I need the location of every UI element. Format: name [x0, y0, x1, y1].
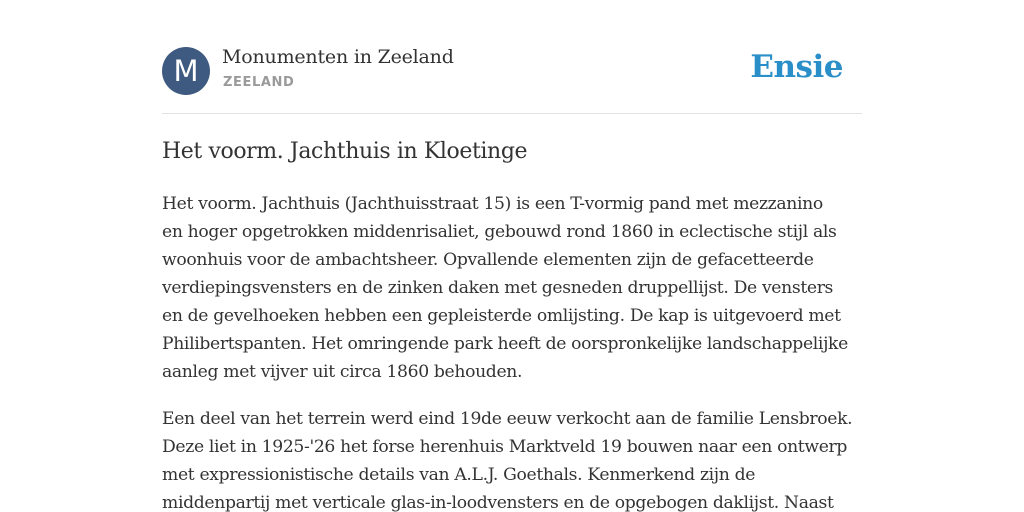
- paragraph-line: met expressionistische details van A.L.J. Goethals. Kenmerkend zijn de: [162, 465, 756, 485]
- category-label[interactable]: ZEELAND: [223, 75, 295, 90]
- paragraph-line: verdiepingsvensters en de zinken daken met gesneden druppellijst. De vensters: [162, 278, 834, 298]
- paragraph-line: Een deel van het terrein werd eind 19de eeuw verkocht aan de familie Lensbroek.: [162, 409, 853, 429]
- paragraph: [162, 190, 862, 386]
- article-body: [162, 190, 862, 512]
- avatar[interactable]: M: [162, 47, 210, 95]
- paragraph-line: Het voorm. Jachthuis (Jachthuisstraat 15) is een T-vormig pand met mezzanino: [162, 194, 823, 214]
- paragraph-line: Deze liet in 1925-'26 het forse herenhuis Marktveld 19 bouwen naar een ontwerp: [162, 437, 848, 457]
- publication-name[interactable]: Monumenten in Zeeland: [222, 46, 454, 68]
- paragraph-line: Philibertspanten. Het omringende park heeft de oorspronkelijke landschappelijke: [162, 334, 848, 354]
- paragraph: [162, 405, 862, 512]
- paragraph-line: aanleg met vijver uit circa 1860 behouden.: [162, 362, 523, 382]
- paragraph-line: woonhuis voor de ambachtsheer. Opvallende elementen zijn de gefacetteerde: [162, 250, 814, 270]
- header: [162, 46, 862, 96]
- paragraph-line: en de gevelhoeken hebben een gepleisterde omlijsting. De kap is uitgevoerd met: [162, 306, 841, 326]
- brand-logo[interactable]: Ensie: [750, 49, 843, 85]
- header-divider: [162, 113, 862, 114]
- article-title: Het voorm. Jachthuis in Kloetinge: [162, 139, 528, 164]
- paragraph-line: en hoger opgetrokken middenrisaliet, gebouwd rond 1860 in eclectische stijl als: [162, 222, 837, 242]
- paragraph-line: middenpartij met verticale glas-in-loodvensters en de opgebogen daklijst. Naast: [162, 493, 834, 512]
